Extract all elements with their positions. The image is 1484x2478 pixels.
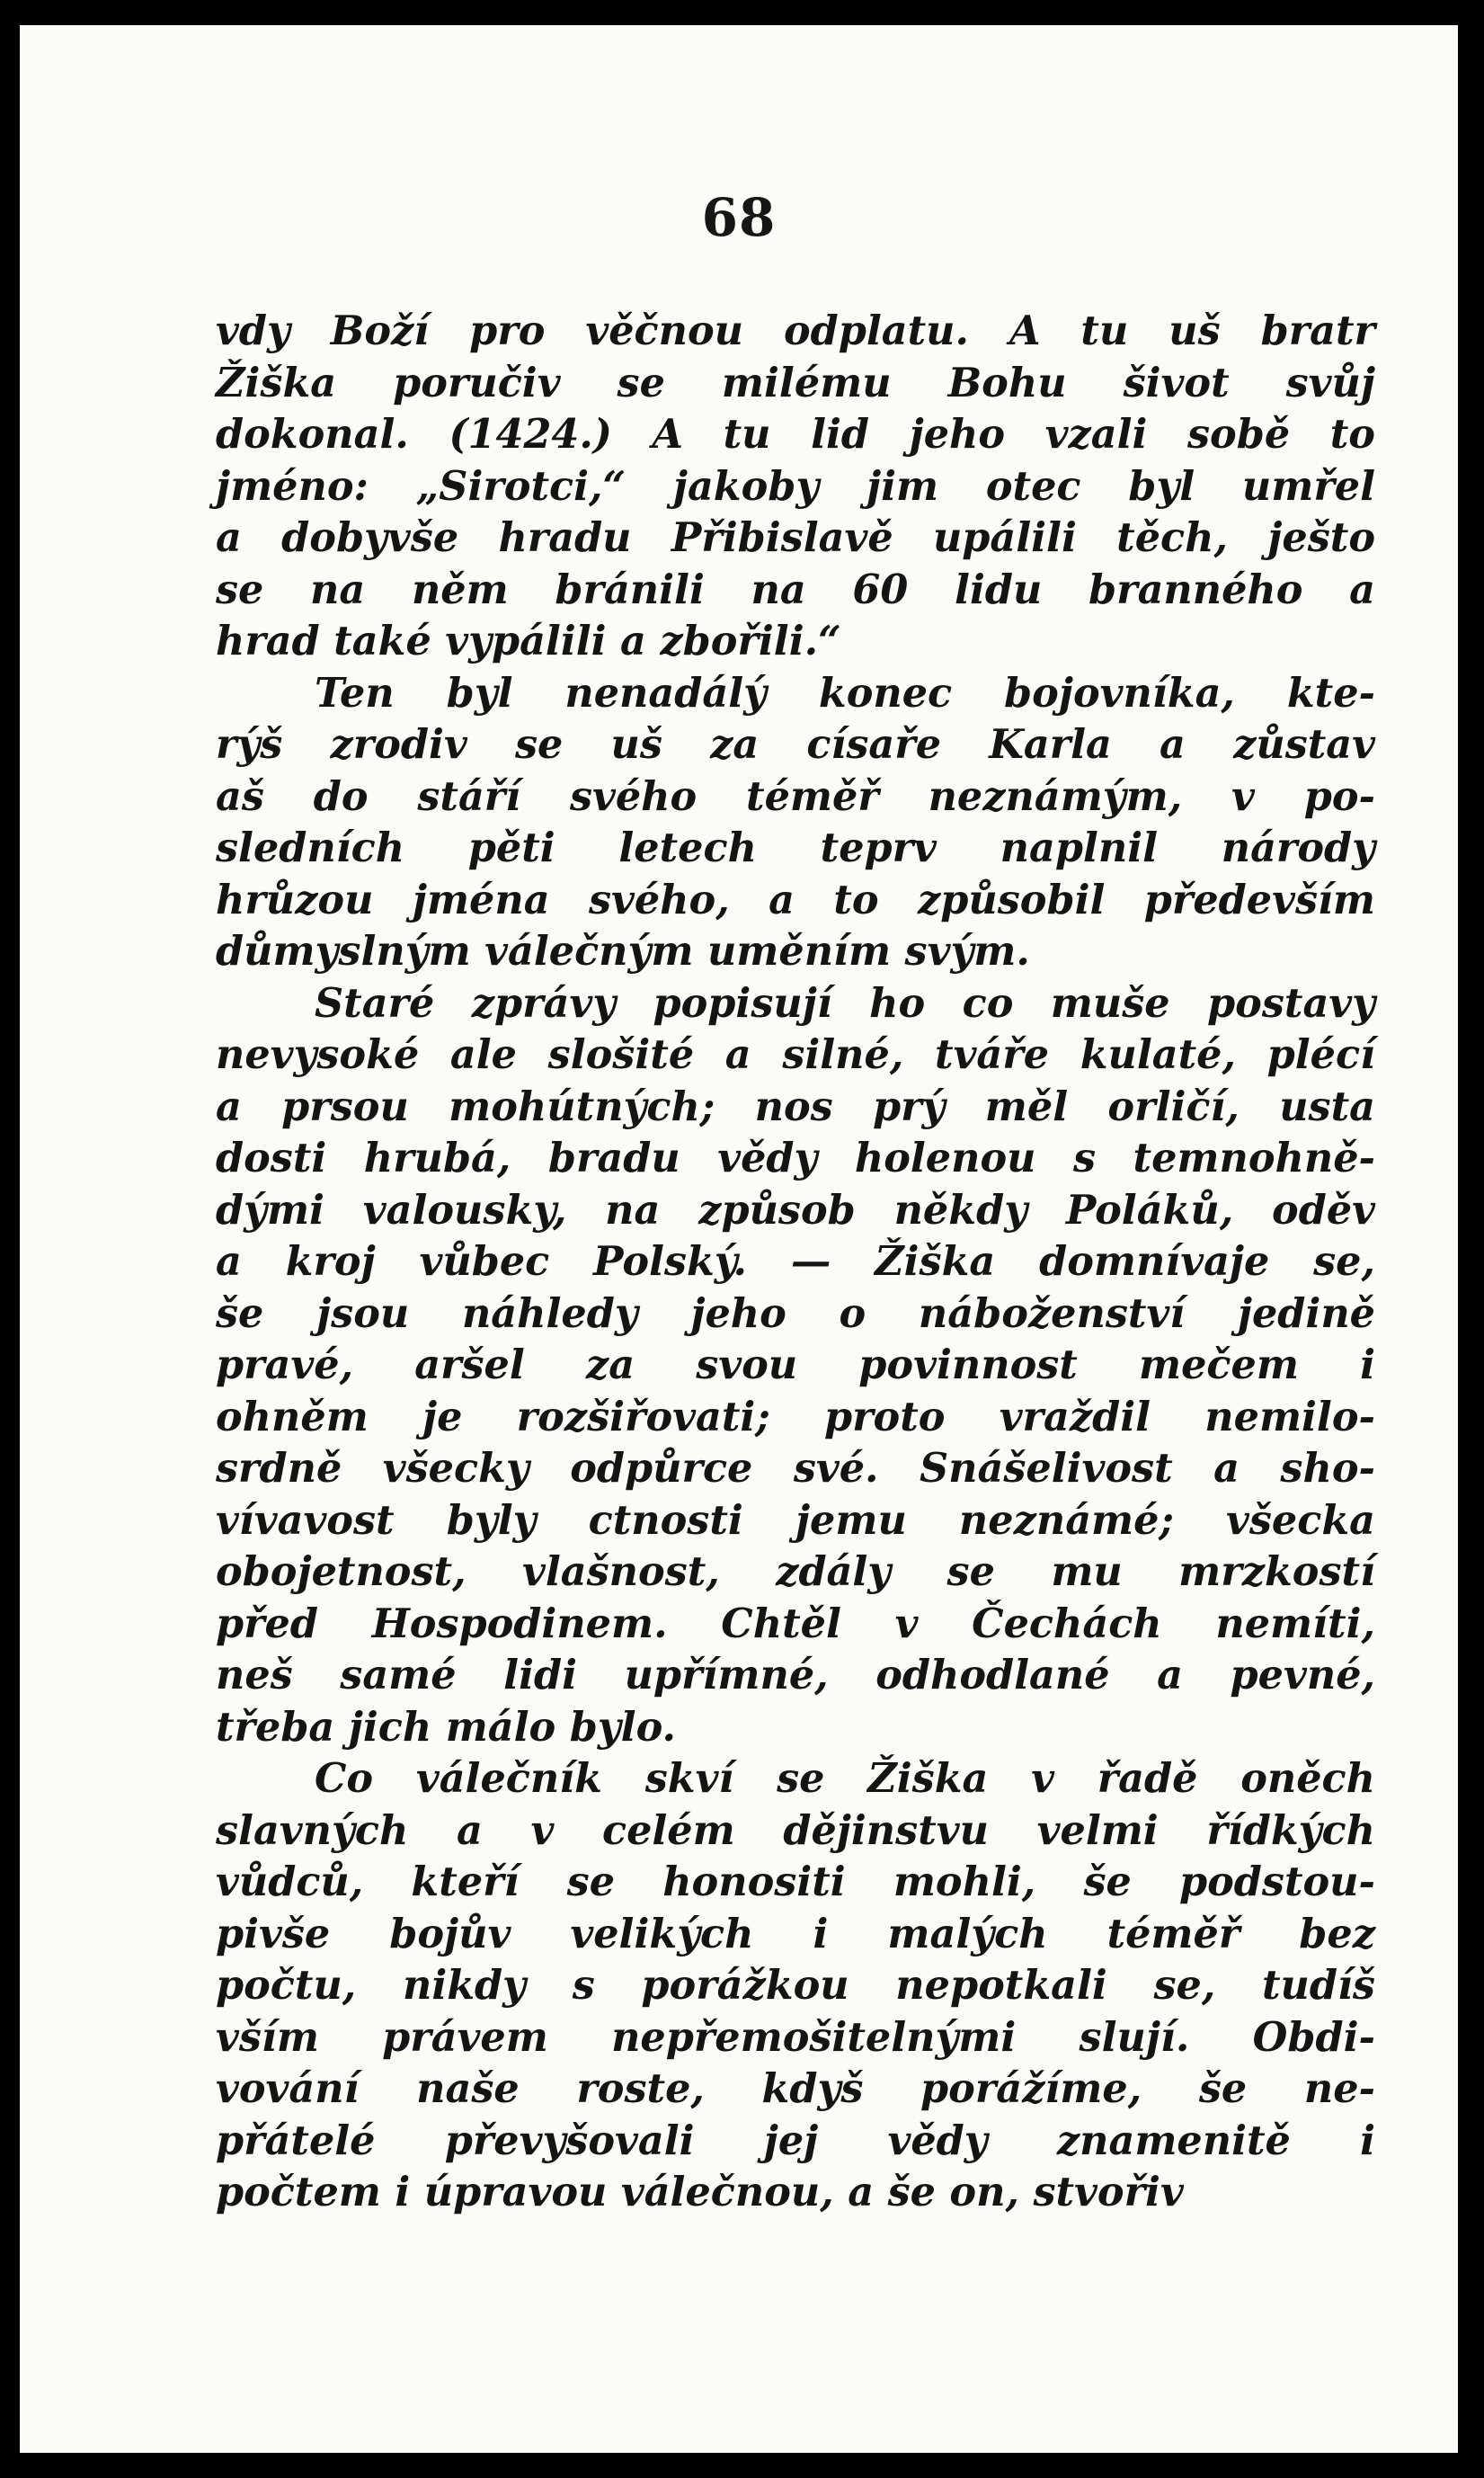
text-line: nevysoké ale slošité a silné, tváře kulaté, plécí	[216, 1031, 1375, 1078]
text-line: še jsou náhledy jeho o náboženství jedině	[216, 1289, 1375, 1337]
text-line: vování naše roste, kdyš porážíme, še ne-	[216, 2065, 1375, 2112]
paragraph	[216, 668, 1375, 978]
paragraph	[216, 978, 1375, 1754]
text-line: důmyslným válečným uměním svým.	[216, 928, 1030, 975]
text-line: ohněm je rozšiřovati; proto vraždil nemilo-	[216, 1393, 1375, 1440]
book-page	[20, 25, 1458, 2453]
paragraph	[216, 306, 1375, 668]
text-line: dokonal. (1424.) A tu lid jeho vzali sobě to	[216, 411, 1375, 458]
text-line: dými valousky, na způsob někdy Poláků, oděv	[216, 1186, 1375, 1234]
text-line: hrad také vypálili a zbořili.“	[216, 618, 841, 664]
text-line: slavných a v celém dějinstvu velmi řídkých	[216, 1806, 1375, 1854]
text-line: před Hospodinem. Chtěl v Čechách nemíti,	[216, 1600, 1375, 1647]
text-line: neš samé lidi upřímné, odhodlané a pevné,	[216, 1652, 1375, 1698]
text-line: Co válečník skví se Žiška v řadě oněch	[315, 1755, 1375, 1802]
text-line: Žiška poručiv se milému Bohu šivot svůj	[216, 359, 1375, 406]
text-line: a kroj vůbec Polský. — Žiška domnívaje se,	[216, 1238, 1375, 1285]
page-number: 68	[701, 187, 777, 248]
text-line: srdně všecky odpůrce své. Snášelivost a sho-	[216, 1445, 1375, 1492]
text-line: se na něm bránili na 60 lidu branného a	[216, 566, 1375, 613]
text-line: dosti hrubá, bradu vědy holenou s temnohně-	[216, 1135, 1375, 1181]
text-line: a dobyvše hradu Přibislavě upálili těch, ješto	[216, 514, 1375, 561]
text-line: obojetnost, vlašnost, zdály se mu mrzkostí	[216, 1548, 1375, 1595]
text-line: aš do stáří svého téměř neznámým, v po-	[216, 772, 1375, 820]
text-line: vívavost byly ctnosti jemu neznámé; všecka	[216, 1496, 1375, 1544]
paragraph	[216, 1753, 1375, 2219]
body-text	[216, 306, 1375, 2219]
text-line: pravé, aršel za svou povinnost mečem i	[216, 1342, 1375, 1388]
text-line: rýš zrodiv se uš za císaře Karla a zůstav	[216, 721, 1375, 768]
text-line: Staré zprávy popisují ho co muše postavy	[315, 979, 1375, 1027]
text-line: pivše bojův velikých i malých téměř bez	[216, 1910, 1375, 1957]
text-line: vším právem nepřemošitelnými slují. Obdi-	[216, 2013, 1375, 2061]
text-line: počtu, nikdy s porážkou nepotkali se, tudíš	[216, 1962, 1375, 2009]
text-line: a prsou mohútných; nos prý měl orličí, usta	[216, 1083, 1375, 1130]
text-line: vdy Boží pro věčnou odplatu. A tu uš bratr	[216, 308, 1375, 354]
text-line: třeba jich málo bylo.	[216, 1703, 676, 1751]
text-line: přátelé převyšovali jej vědy znamenitě i	[216, 2117, 1375, 2164]
text-line: Ten byl nenadálý konec bojovníka, kte-	[315, 669, 1375, 717]
text-line: jméno: „Sirotci,“ jakoby jim otec byl umřel	[216, 462, 1375, 510]
text-line: vůdců, kteří se honositi mohli, še podstou-	[216, 1858, 1375, 1905]
text-line: hrůzou jména svého, a to způsobil především	[216, 876, 1375, 923]
text-line: sledních pěti letech teprv naplnil národy	[216, 825, 1375, 871]
text-line: počtem i úpravou válečnou, a še on, stvořiv	[216, 2169, 1184, 2215]
